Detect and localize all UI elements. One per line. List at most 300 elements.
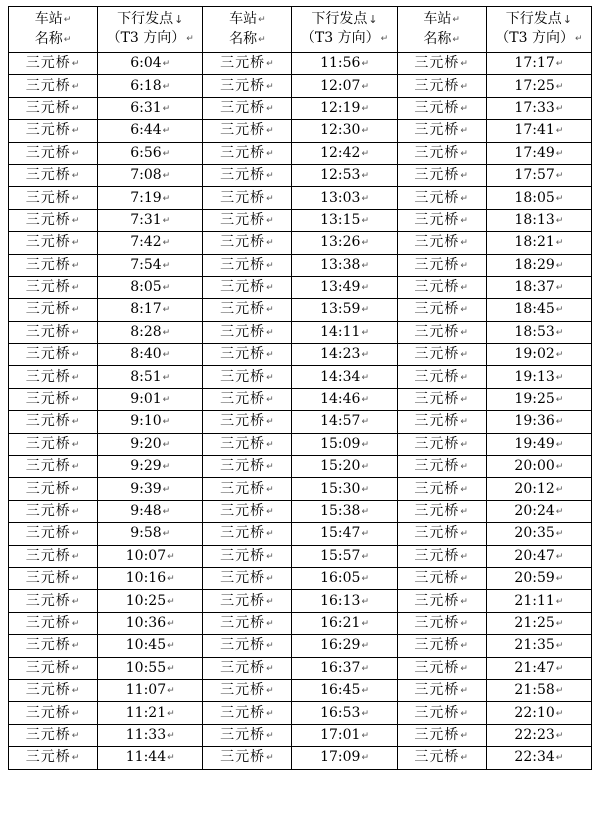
- departure-time: 21:58: [514, 682, 555, 699]
- departure-time-cell: [486, 635, 591, 657]
- paragraph-mark-icon: ↵: [162, 350, 171, 361]
- station-name: 三元桥: [220, 547, 266, 564]
- paragraph-mark-icon: ↵: [460, 551, 469, 562]
- paragraph-mark-icon: ↵: [361, 327, 369, 338]
- paragraph-mark-icon: ↵: [361, 395, 369, 406]
- station-name-cell: [203, 523, 292, 545]
- paragraph-mark-icon: ↵: [266, 484, 275, 495]
- paragraph-mark-icon: ↵: [361, 439, 369, 450]
- departure-time-cell: [292, 433, 397, 455]
- paragraph-mark-icon: ↵: [555, 551, 564, 562]
- station-name-cell: [9, 344, 98, 366]
- departure-time: 13:15: [320, 211, 361, 228]
- table-row: [9, 388, 592, 410]
- departure-time-cell: [292, 747, 397, 769]
- station-name: 三元桥: [220, 122, 266, 139]
- paragraph-mark-icon: ↵: [361, 529, 369, 540]
- departure-time-cell: [292, 75, 397, 97]
- paragraph-mark-icon: ↵: [71, 708, 81, 719]
- departure-time-cell: [98, 702, 203, 724]
- paragraph-mark-icon: ↵: [266, 529, 275, 540]
- paragraph-mark-icon: ↵: [71, 305, 81, 316]
- table-row: [9, 635, 592, 657]
- departure-time: 13:49: [320, 279, 361, 296]
- station-name: 三元桥: [414, 99, 460, 116]
- departure-time-cell: [486, 276, 591, 298]
- table-row: [9, 75, 592, 97]
- paragraph-mark-icon: ↵: [460, 596, 469, 607]
- station-name-cell: [203, 276, 292, 298]
- paragraph-mark-icon: ↵: [71, 686, 81, 697]
- paragraph-mark-icon: ↵: [162, 507, 171, 517]
- paragraph-mark-icon: ↵: [162, 305, 171, 316]
- paragraph-mark-icon: ↵: [162, 484, 171, 495]
- departure-time: 14:46: [320, 391, 361, 408]
- paragraph-mark-icon: ↵: [71, 574, 81, 585]
- paragraph-mark-icon: ↵: [266, 193, 275, 204]
- station-name-cell: [9, 635, 98, 657]
- departure-time-cell: [98, 679, 203, 701]
- departure-time-cell: [98, 187, 203, 209]
- departure-time: 9:10: [130, 413, 162, 430]
- departure-time: 14:34: [320, 368, 361, 385]
- station-name-cell: [9, 433, 98, 455]
- departure-time-cell: [98, 747, 203, 769]
- paragraph-mark-icon: ↵: [380, 34, 389, 44]
- station-name: 三元桥: [220, 503, 266, 519]
- paragraph-mark-icon: ↵: [266, 417, 275, 428]
- paragraph-mark-icon: ↵: [361, 238, 369, 249]
- paragraph-mark-icon: ↵: [266, 81, 275, 92]
- station-name-cell: [397, 97, 486, 119]
- paragraph-mark-icon: ↵: [361, 730, 369, 741]
- departure-time: 15:09: [320, 435, 361, 452]
- table-row: [9, 254, 592, 276]
- paragraph-mark-icon: ↵: [452, 14, 460, 25]
- departure-time: 18:45: [514, 301, 555, 318]
- paragraph-mark-icon: ↵: [71, 171, 81, 182]
- paragraph-mark-icon: ↵: [555, 283, 564, 294]
- header-departure-time: [486, 7, 591, 53]
- departure-time: 14:23: [320, 346, 361, 363]
- paragraph-mark-icon: ↵: [361, 193, 369, 204]
- station-name-cell: [203, 433, 292, 455]
- station-name-cell: [397, 612, 486, 634]
- paragraph-mark-icon: ↵: [460, 103, 469, 114]
- paragraph-mark-icon: ↵: [71, 350, 81, 361]
- paragraph-mark-icon: ↵: [460, 686, 469, 697]
- station-name: 三元桥: [25, 435, 71, 452]
- departure-time: 13:26: [320, 234, 361, 251]
- departure-time-cell: [292, 612, 397, 634]
- station-name: 三元桥: [25, 413, 71, 430]
- departure-time-cell: [486, 187, 591, 209]
- paragraph-mark-icon: ↵: [266, 238, 275, 249]
- paragraph-mark-icon: ↵: [162, 148, 171, 159]
- paragraph-mark-icon: ↵: [167, 753, 175, 764]
- table-row: [9, 433, 592, 455]
- paragraph-mark-icon: ↵: [555, 350, 564, 361]
- table-row: [9, 500, 592, 522]
- station-name: 三元桥: [414, 279, 460, 296]
- paragraph-mark-icon: ↵: [266, 551, 275, 562]
- paragraph-mark-icon: ↵: [266, 103, 275, 114]
- departure-time: 11:33: [125, 726, 167, 743]
- station-name-cell: [203, 702, 292, 724]
- departure-time-cell: [486, 142, 591, 164]
- station-name-cell: [397, 590, 486, 612]
- station-name-cell: [397, 254, 486, 276]
- departure-time-cell: [486, 75, 591, 97]
- departure-time: 21:25: [514, 614, 555, 631]
- departure-time-cell: [486, 679, 591, 701]
- paragraph-mark-icon: ↵: [71, 327, 81, 338]
- departure-time: 17:41: [514, 122, 555, 139]
- header-station-line2: 名称: [423, 30, 452, 47]
- departure-time-cell: [486, 747, 591, 769]
- paragraph-mark-icon: ↵: [361, 283, 369, 294]
- station-name-cell: [203, 612, 292, 634]
- station-name: 三元桥: [414, 547, 460, 564]
- paragraph-mark-icon: ↵: [266, 126, 275, 137]
- paragraph-mark-icon: ↵: [361, 417, 369, 428]
- table-row: [9, 523, 592, 545]
- departure-time-cell: [98, 142, 203, 164]
- departure-time: 19:02: [514, 346, 555, 363]
- table-row: [9, 120, 592, 142]
- departure-time: 15:57: [320, 547, 361, 564]
- table-row: [9, 567, 592, 589]
- station-name-cell: [397, 478, 486, 500]
- station-name-cell: [203, 75, 292, 97]
- paragraph-mark-icon: ↵: [460, 417, 469, 428]
- station-name-cell: [9, 657, 98, 679]
- station-name: 三元桥: [220, 749, 266, 766]
- departure-time-cell: [292, 366, 397, 388]
- table-row: [9, 545, 592, 567]
- table-row: [9, 679, 592, 701]
- departure-time: 16:05: [320, 570, 361, 587]
- table-row: [9, 53, 592, 75]
- departure-time: 17:09: [320, 749, 361, 766]
- departure-time-cell: [98, 120, 203, 142]
- paragraph-mark-icon: ↵: [162, 103, 171, 114]
- station-name: 三元桥: [25, 480, 71, 497]
- paragraph-mark-icon: ↵: [361, 171, 369, 182]
- station-name: 三元桥: [220, 256, 266, 273]
- departure-time-cell: [98, 388, 203, 410]
- paragraph-mark-icon: ↵: [361, 59, 369, 70]
- departure-time-cell: [98, 545, 203, 567]
- paragraph-mark-icon: ↵: [162, 59, 171, 70]
- paragraph-mark-icon: ↵: [460, 171, 469, 182]
- departure-time-cell: [98, 366, 203, 388]
- station-name: 三元桥: [220, 480, 266, 497]
- departure-time: 22:10: [514, 704, 555, 721]
- departure-time: 7:08: [130, 167, 162, 184]
- station-name-cell: [397, 299, 486, 321]
- paragraph-mark-icon: ↵: [71, 439, 81, 450]
- departure-time-cell: [486, 344, 591, 366]
- header-time-line1: 下行发点: [117, 11, 174, 27]
- station-name: 三元桥: [25, 368, 71, 385]
- station-name: 三元桥: [25, 458, 71, 475]
- departure-time: 15:30: [320, 480, 361, 497]
- departure-time-cell: [292, 97, 397, 119]
- departure-time: 20:35: [514, 525, 555, 542]
- station-name-cell: [397, 120, 486, 142]
- station-name: 三元桥: [220, 346, 266, 363]
- paragraph-mark-icon: ↵: [71, 663, 81, 674]
- table-row: [9, 612, 592, 634]
- departure-time-cell: [486, 120, 591, 142]
- paragraph-mark-icon: ↵: [361, 753, 369, 764]
- departure-time-cell: [292, 276, 397, 298]
- departure-time: 17:01: [320, 726, 361, 743]
- paragraph-mark-icon: ↵: [162, 372, 171, 383]
- station-name: 三元桥: [25, 99, 71, 116]
- paragraph-mark-icon: ↵: [266, 283, 275, 294]
- station-name: 三元桥: [414, 592, 460, 609]
- departure-time-cell: [292, 164, 397, 186]
- station-name: 三元桥: [25, 682, 71, 699]
- station-name-cell: [397, 142, 486, 164]
- paragraph-mark-icon: ↵: [361, 372, 369, 383]
- station-name: 三元桥: [220, 570, 266, 587]
- station-name-cell: [397, 232, 486, 254]
- paragraph-mark-icon: ↵: [258, 34, 266, 45]
- departure-time-cell: [292, 702, 397, 724]
- paragraph-mark-icon: ↵: [167, 551, 175, 562]
- paragraph-mark-icon: ↵: [167, 574, 175, 585]
- station-name: 三元桥: [414, 682, 460, 699]
- table-row: [9, 590, 592, 612]
- station-name-cell: [203, 567, 292, 589]
- paragraph-mark-icon: ↵: [167, 663, 175, 674]
- departure-time: 18:53: [514, 323, 555, 340]
- station-name: 三元桥: [414, 614, 460, 631]
- paragraph-mark-icon: ↵: [71, 215, 81, 226]
- timetable-body: [9, 53, 592, 770]
- paragraph-mark-icon: ↵: [71, 103, 81, 114]
- station-name: 三元桥: [25, 547, 71, 564]
- station-name: 三元桥: [414, 189, 460, 206]
- station-name: 三元桥: [25, 77, 71, 94]
- paragraph-mark-icon: ↵: [266, 59, 275, 70]
- table-row: [9, 299, 592, 321]
- paragraph-mark-icon: ↵: [460, 641, 469, 652]
- departure-time: 21:35: [514, 637, 555, 654]
- paragraph-mark-icon: ↵: [460, 462, 469, 473]
- table-row: [9, 657, 592, 679]
- station-name-cell: [397, 635, 486, 657]
- station-name-cell: [203, 344, 292, 366]
- paragraph-mark-icon: ↵: [574, 34, 583, 44]
- table-row: [9, 142, 592, 164]
- paragraph-mark-icon: ↵: [361, 708, 369, 719]
- paragraph-mark-icon: ↵: [71, 596, 81, 607]
- station-name: 三元桥: [414, 77, 460, 94]
- paragraph-mark-icon: ↵: [71, 462, 81, 473]
- departure-time-cell: [292, 567, 397, 589]
- station-name: 三元桥: [220, 659, 266, 676]
- table-row: [9, 276, 592, 298]
- station-name-cell: [397, 679, 486, 701]
- paragraph-mark-icon: ↵: [361, 215, 369, 226]
- paragraph-mark-icon: ↵: [555, 59, 564, 70]
- station-name-cell: [397, 657, 486, 679]
- station-name-cell: [203, 388, 292, 410]
- departure-time-cell: [98, 478, 203, 500]
- station-name: 三元桥: [414, 301, 460, 318]
- departure-time: 20:59: [514, 570, 555, 587]
- departure-time: 9:29: [130, 458, 162, 475]
- station-name-cell: [397, 747, 486, 769]
- departure-time-cell: [98, 456, 203, 478]
- departure-time-cell: [292, 635, 397, 657]
- table-row: [9, 164, 592, 186]
- departure-time-cell: [292, 500, 397, 522]
- paragraph-mark-icon: ↵: [555, 730, 564, 741]
- station-name: 三元桥: [220, 525, 266, 542]
- station-name-cell: [203, 747, 292, 769]
- paragraph-mark-icon: ↵: [71, 238, 81, 249]
- station-name-cell: [203, 500, 292, 522]
- station-name-cell: [9, 523, 98, 545]
- station-name: 三元桥: [25, 211, 71, 228]
- departure-time: 18:13: [514, 211, 555, 228]
- departure-time-cell: [486, 567, 591, 589]
- station-name-cell: [397, 366, 486, 388]
- departure-time-cell: [486, 366, 591, 388]
- station-name-cell: [9, 724, 98, 746]
- station-name-cell: [9, 747, 98, 769]
- departure-time-cell: [98, 209, 203, 231]
- paragraph-mark-icon: ↵: [460, 529, 469, 540]
- paragraph-mark-icon: ↵: [460, 372, 469, 383]
- paragraph-mark-icon: ↵: [460, 260, 469, 271]
- station-name: 三元桥: [25, 749, 71, 766]
- departure-time: 7:31: [130, 211, 162, 228]
- station-name-cell: [203, 590, 292, 612]
- station-name: 三元桥: [220, 592, 266, 609]
- departure-time: 19:25: [514, 391, 555, 408]
- departure-time-cell: [486, 612, 591, 634]
- station-name: 三元桥: [220, 368, 266, 385]
- departure-time-cell: [486, 232, 591, 254]
- paragraph-mark-icon: ↵: [555, 103, 564, 114]
- station-name: 三元桥: [25, 323, 71, 340]
- departure-time: 16:29: [320, 637, 361, 654]
- departure-time-cell: [486, 724, 591, 746]
- paragraph-mark-icon: ↵: [266, 171, 275, 182]
- departure-time: 9:01: [130, 391, 162, 408]
- station-name-cell: [9, 679, 98, 701]
- station-name-cell: [9, 299, 98, 321]
- departure-time: 22:34: [514, 749, 555, 766]
- station-name-cell: [9, 276, 98, 298]
- paragraph-mark-icon: ↵: [162, 260, 171, 271]
- station-name-cell: [9, 590, 98, 612]
- paragraph-mark-icon: ↵: [555, 641, 564, 652]
- paragraph-mark-icon: ↵: [266, 708, 275, 719]
- paragraph-mark-icon: ↵: [162, 462, 171, 473]
- paragraph-mark-icon: ↵: [361, 686, 369, 697]
- departure-time: 20:12: [514, 480, 555, 497]
- departure-time: 12:53: [320, 167, 361, 184]
- station-name-cell: [203, 657, 292, 679]
- paragraph-mark-icon: ↵: [266, 305, 275, 316]
- station-name-cell: [397, 545, 486, 567]
- station-name: 三元桥: [25, 279, 71, 296]
- paragraph-mark-icon: ↵: [162, 81, 171, 92]
- station-name-cell: [397, 164, 486, 186]
- departure-time-cell: [292, 545, 397, 567]
- paragraph-mark-icon: ↵: [266, 350, 275, 361]
- station-name-cell: [203, 299, 292, 321]
- departure-time: 6:18: [130, 77, 162, 94]
- paragraph-mark-icon: ↵: [266, 462, 275, 473]
- paragraph-mark-icon: ↵: [162, 529, 171, 540]
- station-name: 三元桥: [25, 346, 71, 363]
- paragraph-mark-icon: ↵: [71, 753, 81, 764]
- paragraph-mark-icon: ↵: [71, 126, 81, 137]
- station-name-cell: [397, 702, 486, 724]
- header-station-name: [203, 7, 292, 53]
- departure-time-cell: [486, 388, 591, 410]
- paragraph-mark-icon: ↵: [555, 484, 564, 495]
- departure-time-cell: [98, 590, 203, 612]
- station-name: 三元桥: [414, 726, 460, 743]
- table-row: [9, 187, 592, 209]
- departure-time: 17:57: [514, 167, 555, 184]
- station-name: 三元桥: [414, 435, 460, 452]
- paragraph-mark-icon: ↵: [361, 596, 369, 607]
- station-name: 三元桥: [414, 570, 460, 587]
- station-name-cell: [9, 456, 98, 478]
- paragraph-mark-icon: ↵: [555, 171, 564, 182]
- paragraph-mark-icon: ↵: [266, 148, 275, 159]
- station-name: 三元桥: [220, 435, 266, 452]
- station-name-cell: [397, 187, 486, 209]
- departure-time: 6:31: [130, 99, 162, 116]
- departure-time-cell: [292, 232, 397, 254]
- departure-time-cell: [98, 254, 203, 276]
- paragraph-mark-icon: ↵: [167, 730, 175, 741]
- departure-time-cell: [98, 164, 203, 186]
- station-name: 三元桥: [220, 726, 266, 743]
- paragraph-mark-icon: ↵: [361, 148, 369, 159]
- paragraph-mark-icon: ↵: [555, 574, 564, 585]
- station-name-cell: [203, 209, 292, 231]
- departure-time-cell: [292, 724, 397, 746]
- station-name-cell: [203, 635, 292, 657]
- paragraph-mark-icon: ↵: [555, 753, 564, 764]
- paragraph-mark-icon: ↵: [555, 305, 564, 316]
- header-time-line2: （T3 方向）: [495, 30, 574, 46]
- paragraph-mark-icon: ↵: [555, 395, 564, 406]
- station-name-cell: [9, 187, 98, 209]
- departure-time: 15:20: [320, 458, 361, 475]
- paragraph-mark-icon: ↵: [555, 686, 564, 697]
- station-name: 三元桥: [220, 704, 266, 721]
- paragraph-mark-icon: ↵: [555, 193, 564, 204]
- paragraph-mark-icon: ↵: [452, 34, 460, 45]
- station-name-cell: [397, 321, 486, 343]
- paragraph-mark-icon: ↵: [361, 103, 369, 114]
- paragraph-mark-icon: ↵: [460, 283, 469, 294]
- paragraph-mark-icon: ↵: [361, 551, 369, 562]
